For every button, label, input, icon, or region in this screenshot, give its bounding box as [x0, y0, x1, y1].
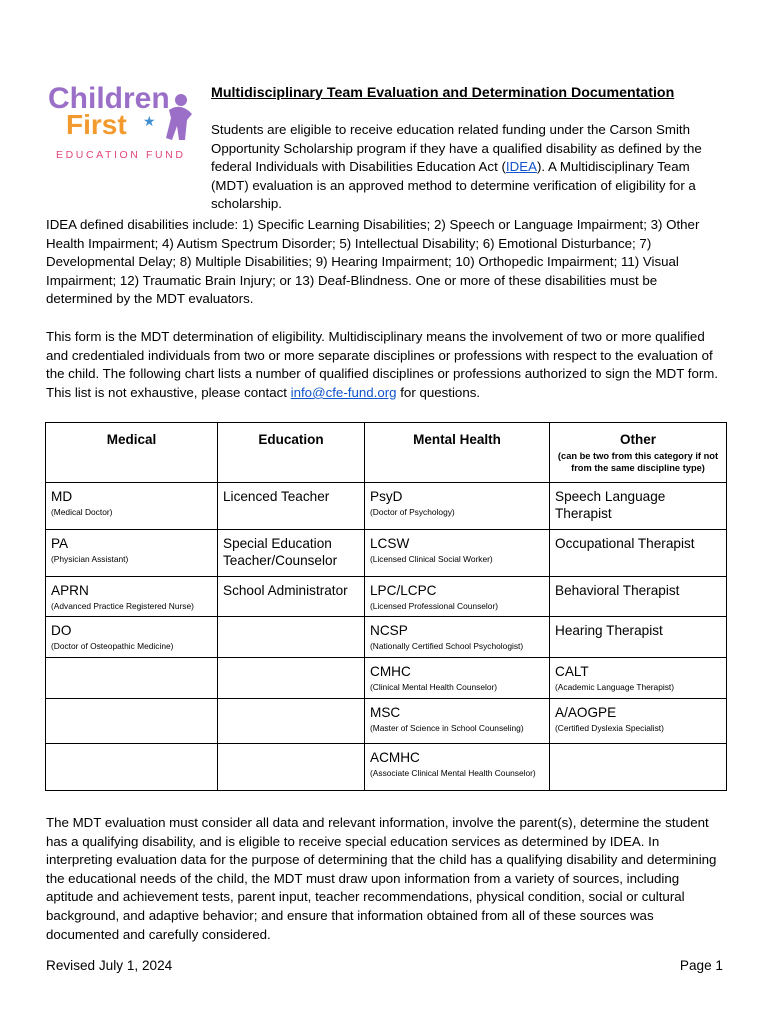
- cell-description: (Certified Dyslexia Specialist): [555, 723, 664, 733]
- cell-title: CALT: [555, 664, 589, 679]
- cell-description: (Doctor of Osteopathic Medicine): [51, 641, 174, 651]
- cell-description: (Academic Language Therapist): [555, 682, 675, 692]
- table-cell: [218, 483, 365, 530]
- cell-description: (Physician Assistant): [51, 554, 129, 564]
- cell-description: (Nationally Certified School Psychologist): [370, 641, 524, 651]
- cell-description: (Clinical Mental Health Counselor): [370, 682, 498, 692]
- logo-tagline: EDUCATION FUND: [56, 149, 186, 161]
- email-link[interactable]: info@cfe-fund.org: [290, 384, 397, 400]
- intro-paragraph: Students are eligible to receive education related funding under the Carson Smith Opportunity Scholarship program if they have a qualified disability as defined by the federal Individuals with Disabilities Education Act (IDEA). A Multidisciplinary Team (MDT) evaluation is an approved method to determine verification of eligibility for a scholarship.: [211, 122, 702, 212]
- table-header-row: [46, 423, 727, 483]
- table-cell: [218, 577, 365, 617]
- idea-link[interactable]: IDEA: [505, 159, 537, 175]
- cell-title: APRN: [51, 583, 89, 598]
- cell-title: PA: [51, 536, 69, 551]
- header-mental-health: Mental Health: [365, 423, 550, 483]
- cell-description: (Associate Clinical Mental Health Counselor): [370, 768, 536, 778]
- cell-title: PsyD: [370, 489, 403, 504]
- cell-title: ACMHC: [370, 750, 420, 765]
- table-cell: [46, 617, 218, 658]
- logo-star: ★: [143, 113, 156, 129]
- table-cell: [218, 617, 365, 658]
- table-cell: [550, 617, 727, 658]
- cell-title: Behavioral Therapist: [555, 583, 680, 598]
- cell-title: Special Education Teacher/Counselor: [223, 536, 338, 568]
- cell-title: Speech Language Therapist: [555, 489, 666, 521]
- table-cell: [365, 699, 550, 744]
- cell-title: MSC: [370, 705, 401, 720]
- table-cell: [365, 483, 550, 530]
- disciplines-table: [45, 422, 727, 791]
- cell-title: MD: [51, 489, 73, 504]
- logo-line1: Children: [48, 82, 170, 115]
- table-cell: [550, 744, 727, 791]
- table-row: [46, 744, 727, 791]
- table-cell: [46, 577, 218, 617]
- cell-title: NCSP: [370, 623, 408, 638]
- table-cell: [550, 577, 727, 617]
- table-row: [46, 483, 727, 530]
- table-cell: [550, 483, 727, 530]
- revised-date: Revised July 1, 2024: [46, 958, 173, 973]
- table-cell: [365, 617, 550, 658]
- cell-title: LPC/LCPC: [370, 583, 437, 598]
- table-cell: [365, 658, 550, 699]
- cell-title: Licenced Teacher: [223, 489, 330, 504]
- header-education: Education: [218, 423, 365, 483]
- cell-description: (Advanced Practice Registered Nurse): [51, 601, 194, 611]
- table-row: [46, 617, 727, 658]
- table-cell: [46, 699, 218, 744]
- cell-title: Occupational Therapist: [555, 536, 695, 551]
- page-number: Page 1: [679, 958, 723, 973]
- page-title: Multidisciplinary Team Evaluation and Determination Documentation: [211, 85, 675, 101]
- logo-line2: First: [66, 109, 127, 140]
- table-cell: [550, 658, 727, 699]
- table-cell: [550, 699, 727, 744]
- table-cell: [365, 744, 550, 791]
- table-cell: [218, 530, 365, 577]
- table-cell: [218, 744, 365, 791]
- header-medical: Medical: [46, 423, 218, 483]
- header-other: Other (can be two from this category if not from the same discipline type): [550, 423, 727, 483]
- table-cell: [365, 577, 550, 617]
- cell-description: (Master of Science in School Counseling): [370, 723, 524, 733]
- table-cell: [46, 483, 218, 530]
- table-row: [46, 530, 727, 577]
- table-cell: [46, 530, 218, 577]
- cell-description: (Licensed Clinical Social Worker): [370, 554, 493, 564]
- cell-description: (Medical Doctor): [51, 507, 113, 517]
- cell-title: LCSW: [370, 536, 410, 551]
- table-cell: [550, 530, 727, 577]
- table-row: [46, 658, 727, 699]
- cell-title: Hearing Therapist: [555, 623, 663, 638]
- disabilities-paragraph: IDEA defined disabilities include: 1) Specific Learning Disabilities; 2) Speech or Language Impairment; 3) Other Health Impairment; 4) Autism Spectrum Disorder; 5) Intellectual Disability; 6) Emotional Disturbance; 7) Developmental Delay; 8) Multiple Disabilities; 9) Hearing Impairment; 10) Orthopedic Impairment; 11) Visual Impairment; 12) Traumatic Brain Injury; or 13) Deaf-Blindness. One or more of these disabilities must be determined by the MDT evaluators.: [46, 217, 700, 307]
- table-cell: [218, 658, 365, 699]
- closing-paragraph: The MDT evaluation must consider all data and relevant information, involve the parent(s), determine the student has a qualifying disability, and is eligible to receive special education services as determined by IDEA. In interpreting evaluation data for the purpose of determining that the child has a qualifying disability and determining the educational needs of the child, the MDT must draw upon information from a variety of sources, including aptitude and achievement tests, parent input, teacher recommendations, physical condition, social or cultural background, and adaptive behavior; and ensure that information obtained from all of these sources was documented and carefully considered.: [46, 815, 717, 942]
- table-cell: [365, 530, 550, 577]
- cell-title: DO: [51, 623, 72, 638]
- table-cell: [46, 744, 218, 791]
- cell-title: CMHC: [370, 664, 411, 679]
- cell-title: A/AOGPE: [555, 705, 617, 720]
- table-row: [46, 577, 727, 617]
- cell-description: (Licensed Professional Counselor): [370, 601, 499, 611]
- table-cell: [218, 699, 365, 744]
- cell-description: (Doctor of Psychology): [370, 507, 455, 517]
- table-cell: [46, 658, 218, 699]
- table-row: [46, 699, 727, 744]
- cell-title: School Administrator: [223, 583, 348, 598]
- form-paragraph: This form is the MDT determination of eligibility. Multidisciplinary means the involvement of two or more qualified and credentialed individuals from two or more separate disciplines or professions with respect to the evaluation of the child. The following chart lists a number of qualified disciplines or professions authorized to sign the MDT form. This list is not exhaustive, please contact info@cfe-fund.org for questions.: [46, 329, 719, 400]
